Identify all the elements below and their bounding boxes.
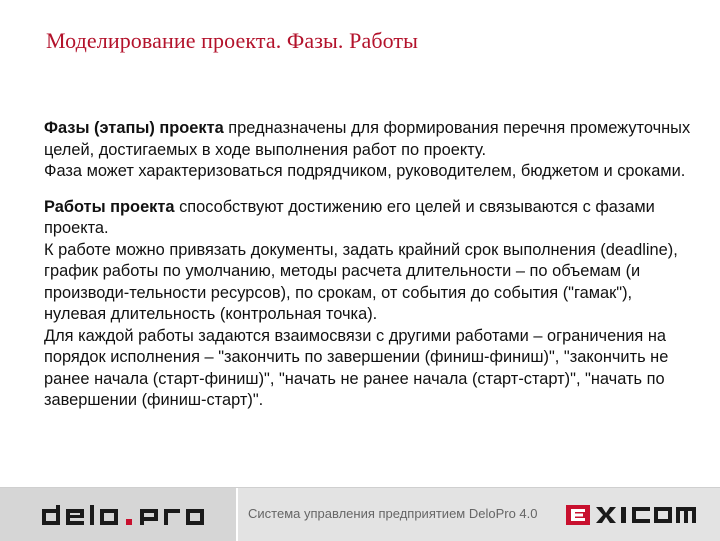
footer-logo-panel xyxy=(0,488,236,541)
paragraph-work-dependencies: Для каждой работы задаются взаимосвязи с другими работами – ограничения на порядок исполнения – "закончить по завершении (финиш-финиш)", "закончить не ранее начала (старт-финиш)", "начать не ранее начала (старт-старт)", "начать по завершении (финиш-старт)". xyxy=(44,326,669,409)
paragraph-phases-text: предназначены для формирования перечня промежуточных целей, достигаемых в ходе выполнения работ по проекту. xyxy=(44,119,691,159)
footer-divider xyxy=(236,488,238,541)
footer-tagline: Система управления предприятием DeloPro 4.0 xyxy=(248,506,538,521)
exicom-logo xyxy=(566,503,698,527)
slide-footer xyxy=(0,487,720,541)
paragraph-phases xyxy=(44,118,694,161)
term-works: Работы проекта xyxy=(44,197,175,216)
paragraph-phase-attributes: Фаза может характеризоваться подрядчиком, руководителем, бюджетом и сроками. xyxy=(44,162,686,180)
paragraph-work-documents: К работе можно привязать документы, задать крайний срок выполнения (deadline), xyxy=(44,240,678,259)
slide-title: Моделирование проекта. Фазы. Работы xyxy=(46,28,419,53)
paragraph-works-text: способствуют достижению его целей и связываются с фазами проекта. xyxy=(44,197,655,237)
paragraph-work-schedule: график работы по умолчанию, методы расчета длительности – по объемам (и производи-тельности ресурсов), по срокам, от события до события ("гамак"), нулевая длительность (контрольная точка). xyxy=(44,262,641,323)
term-phases: Фазы (этапы) проекта xyxy=(44,119,224,137)
paragraph-works xyxy=(44,197,694,240)
slide-body xyxy=(44,118,694,412)
delopro-logo xyxy=(40,505,224,525)
